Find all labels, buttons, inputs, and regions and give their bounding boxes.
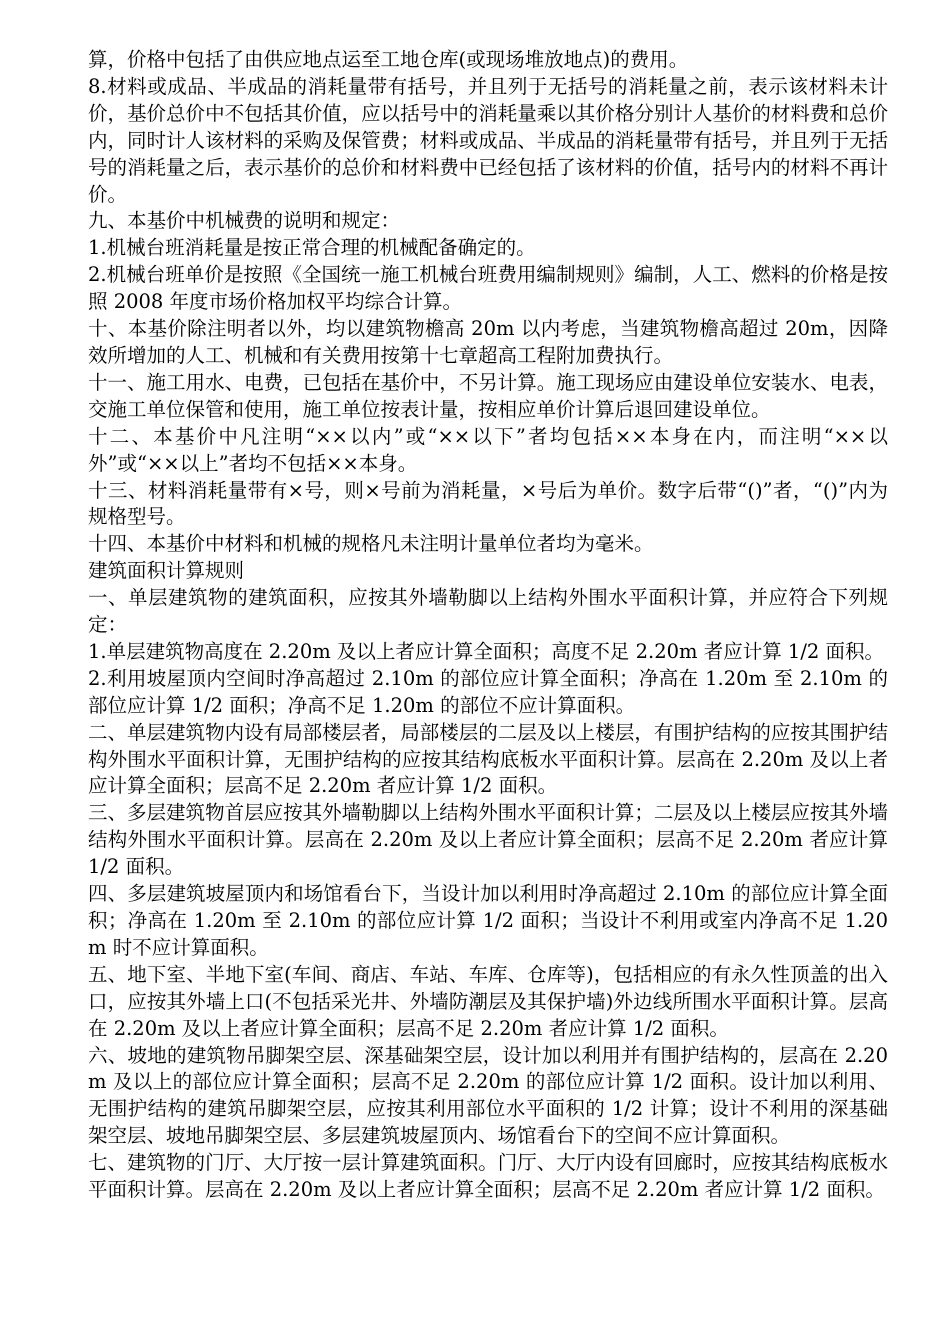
rule-4: 四、多层建筑坡屋顶内和场馆看台下，当设计加以利用时净高超过 2.10m 的部位应计算全面积；净高在 1.20m 至 2.10m 的部位应计算 1/2 面积；当设计不利用或室内净高不足 1.20m 时不应计算面积。 — [88, 882, 888, 959]
section-10: 十、本基价除注明者以外，均以建筑物檐高 20m 以内考虑，当建筑物檐高超过 20m，因降效所增加的人工、机械和有关费用按第十七章超高工程附加费执行。 — [88, 317, 888, 367]
rule-3: 三、多层建筑物首层应按其外墙勒脚以上结构外围水平面积计算；二层及以上楼层应按其外墙结构外围水平面积计算。层高在 2.20m 及以上者应计算全面积；层高不足 2.20m 者应计算 1/2 面积。 — [88, 801, 888, 879]
paragraph-item-8: 8.材料或成品、半成品的消耗量带有括号，并且列于无括号的消耗量之前，表示该材料未计价，基价总价中不包括其价值，应以括号中的消耗量乘以其价格分别计人基价的材料费和总价内，同时计人该材料的采购及保管费；材料或成品、半成品的消耗量带有括号，并且列于无括号的消耗量之后，表示基价的总价和材料费中已经包括了该材料的价值，括号内的材料不再计价。 — [88, 74, 888, 206]
document-page — [88, 47, 888, 1204]
section-12: 十二、本基价中凡注明“××以内”或“××以下”者均包括××本身在内，而注明“××以外”或“××以上”者均不包括××本身。 — [88, 424, 888, 475]
section-title-area-rules: 建筑面积计算规则 — [88, 559, 245, 583]
section-11: 十一、施工用水、电费，已包括在基价中，不另计算。施工现场应由建设单位安装水、电表，交施工单位保管和使用，施工单位按表计量，按相应单价计算后退回建设单位。 — [88, 370, 888, 421]
rule-6: 六、坡地的建筑物吊脚架空层、深基础架空层，设计加以利用并有围护结构的，层高在 2.20m 及以上的部位应计算全面积；层高不足 2.20m 的部位应计算 1/2 面积。设计加以利用、无围护结构的建筑吊脚架空层，应按其利用部位水平面积的 1/2 计算；设计不利用的深基础架空层、坡地吊脚架空层、多层建筑坡屋顶内、场馆看台下的空间不应计算面积。 — [88, 1043, 888, 1148]
paragraph-item-9-2: 2.机械台班单价是按照《全国统一施工机械台班费用编制规则》编制，人工、燃料的价格是按照 2008 年度市场价格加权平均综合计算。 — [88, 263, 888, 314]
rule-1-item-2: 2.利用坡屋顶内空间时净高超过 2.10m 的部位应计算全面积；净高在 1.20m 至 2.10m 的部位应计算 1/2 面积；净高不足 1.20m 的部位不应计算面积。 — [88, 666, 888, 717]
rule-1-item-1: 1.单层建筑物高度在 2.20m 及以上者应计算全面积；高度不足 2.20m 者应计算 1/2 面积。 — [88, 639, 884, 663]
paragraph-continuation: 算，价格中包括了由供应地点运至工地仓库(或现场堆放地点)的费用。 — [88, 48, 689, 71]
section-heading-9: 九、本基价中机械费的说明和规定： — [88, 209, 401, 233]
section-14: 十四、本基价中材料和机械的规格凡未注明计量单位者均为毫米。 — [88, 532, 654, 556]
rule-1: 一、单层建筑物的建筑面积，应按其外墙勒脚以上结构外围水平面积计算，并应符合下列规定： — [88, 586, 888, 637]
paragraph-item-9-1: 1.机械台班消耗量是按正常合理的机械配备确定的。 — [88, 236, 536, 260]
rule-5: 五、地下室、半地下室(车间、商店、车站、车库、仓库等)，包括相应的有永久性顶盖的出入口，应按其外墙上口(不包括采光井、外墙防潮层及其保护墙)外边线所围水平面积计算。层高在 2.20m 及以上者应计算全面积；层高不足 2.20m 者应计算 1/2 面积。 — [88, 962, 888, 1040]
rule-7: 七、建筑物的门厅、大厅按一层计算建筑面积。门厅、大厅内设有回廊时，应按其结构底板水平面积计算。层高在 2.20m 及以上者应计算全面积；层高不足 2.20m 者应计算 1/2 面积。 — [88, 1151, 888, 1202]
section-13: 十三、材料消耗量带有×号，则×号前为消耗量，×号后为单价。数字后带“()”者，“()”内为规格型号。 — [88, 478, 888, 529]
rule-2: 二、单层建筑物内设有局部楼层者，局部楼层的二层及以上楼层，有围护结构的应按其围护结构外围水平面积计算，无围护结构的应按其结构底板水平面积计算。层高在 2.20m 及以上者应计算全面积；层高不足 2.20m 者应计算 1/2 面积。 — [88, 720, 888, 798]
